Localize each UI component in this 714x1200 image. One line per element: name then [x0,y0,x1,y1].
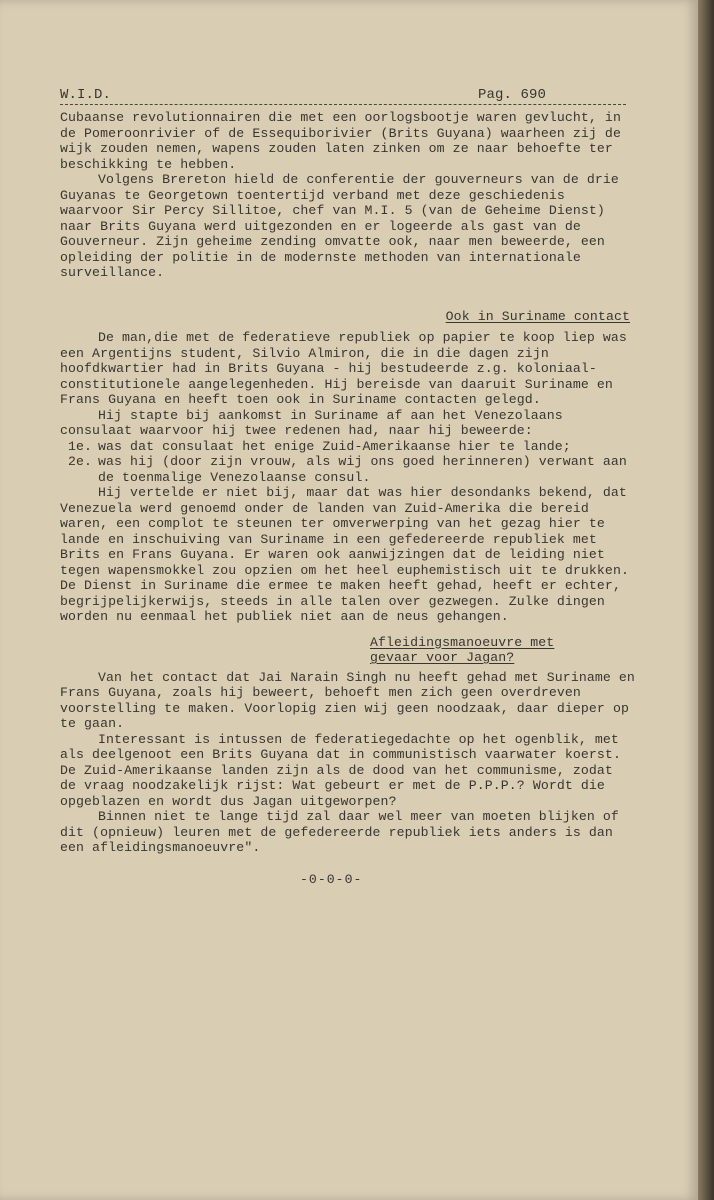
intro-paragraph-1: Cubaanse revolutionnairen die met een oorlogsbootje waren gevlucht, in de Pomeroonrivier of de Essequiborivier (Brits Guyana) waarheen zij de wijk zouden nemen, wapens zouden laten zinken om ze naar behoefte ter beschikking te hebben. [60,110,621,172]
list-item-text: was dat consulaat het enige Zuid-Amerikaanse hier te lande; [98,438,571,454]
section2-paragraph-2: Interessant is intussen de federatiegedachte op het ogenblik, met als deelgenoot een Brits Guyana dat in communistisch vaarwater koerst. De Zuid-Amerikaanse landen zijn als de dood van het communisme, zodat de vraag noodzakelijk rijst: Wat gebeurt er met de P.P.P.? Wordt die opgeblazen en wordt dus Jagan uitgeworpen? [60,731,621,809]
page-edge-shadow [698,0,714,1200]
section1-paragraph-2: Hij stapte bij aankomst in Suriname af aan het Venezolaans consulaat waarvoor hij twee redenen had, naar hij beweerde: [60,407,563,438]
header-rule [60,104,626,105]
section1-paragraph-3: Hij vertelde er niet bij, maar dat was hier desondanks bekend, dat Venezuela werd genoemd onder de landen van Zuid-Amerika die bereid waren, een complot te steunen ter omverwerping van het gezag hier te lande en inschuiving van Suriname in een gefedereerde republiek met Brits en Frans Guyana. Er waren ook aanwijzingen dat de leiding niet tegen wapensmokkel zou opzien om het heel euphemistisch uit te drukken. De Dienst in Suriname die ermee te maken heeft gehad, heeft er echter, begrijpelijkerwijs, steeds in alle talen over gezwegen. Zulke dingen worden nu eenmaal het publiek niet aan de neus gehangen. [60,485,629,624]
list-item-number: 1e. [67,438,92,454]
typed-text-body [60,84,636,887]
section-heading-afleiding [370,635,632,666]
heading-line-1: Afleidingsmanoeuvre met [370,634,555,650]
page-number: Pag. 690 [478,87,547,103]
section1-paragraph-1: De man,die met de federatieve republiek op papier te koop liep was een Argentijns student, Silvio Almiron, die in die dagen zijn hoofdkwartier had in Brits Guyana - hij bestudeerde z.g. koloniaal-constitutionele aangelegenheden. Hij bereisde van daaruit Suriname en Frans Guyana en heeft toen ook in Suriname contacten gelegd. [60,330,627,407]
list-item-number: 2e. [67,454,92,469]
section2-paragraph-3: Binnen niet te lange tijd zal daar wel meer van moeten blijken of dit (opnieuw) leuren met de gefedereerde republiek iets anders is dan een afleidingsmanoeuvre". [60,809,619,855]
list-item [60,439,636,455]
page-header [60,84,636,110]
section2-paragraph-1: Van het contact dat Jai Narain Singh nu heeft gehad met Suriname en Frans Guyana, zoals hij beweert, behoeft men zich geen overdreven voorstelling te maken. Voorlopig zien wij geen noodzaak, daar dieper op te gaan. [60,669,635,731]
end-mark: -0-0-0- [300,871,363,887]
header-label: W.I.D. [60,87,112,103]
list-item-text: was hij (door zijn vrouw, als wij ons goed herinneren) verwant aan de toenmalige Venezolaanse consul. [98,454,627,485]
intro-paragraph-2: Volgens Brereton hield de conferentie der gouverneurs van de drie Guyanas te Georgetown toentertijd verband met deze geschiedenis waarvoor Sir Percy Sillitoe, chef van M.I. 5 (van de Geheime Dienst) naar Brits Guyana werd uitgezonden en er logeerde als gast van de Gouverneur. Zijn geheime zending omvatte ook, naar men beweerde, een opleiding der politie in de modernste methoden van internationale surveillance. [60,172,619,280]
heading-line-2: gevaar voor Jagan? [370,650,515,665]
section-heading-suriname: Ook in Suriname contact [445,308,630,324]
list-item [60,454,636,485]
spacer [60,281,636,299]
